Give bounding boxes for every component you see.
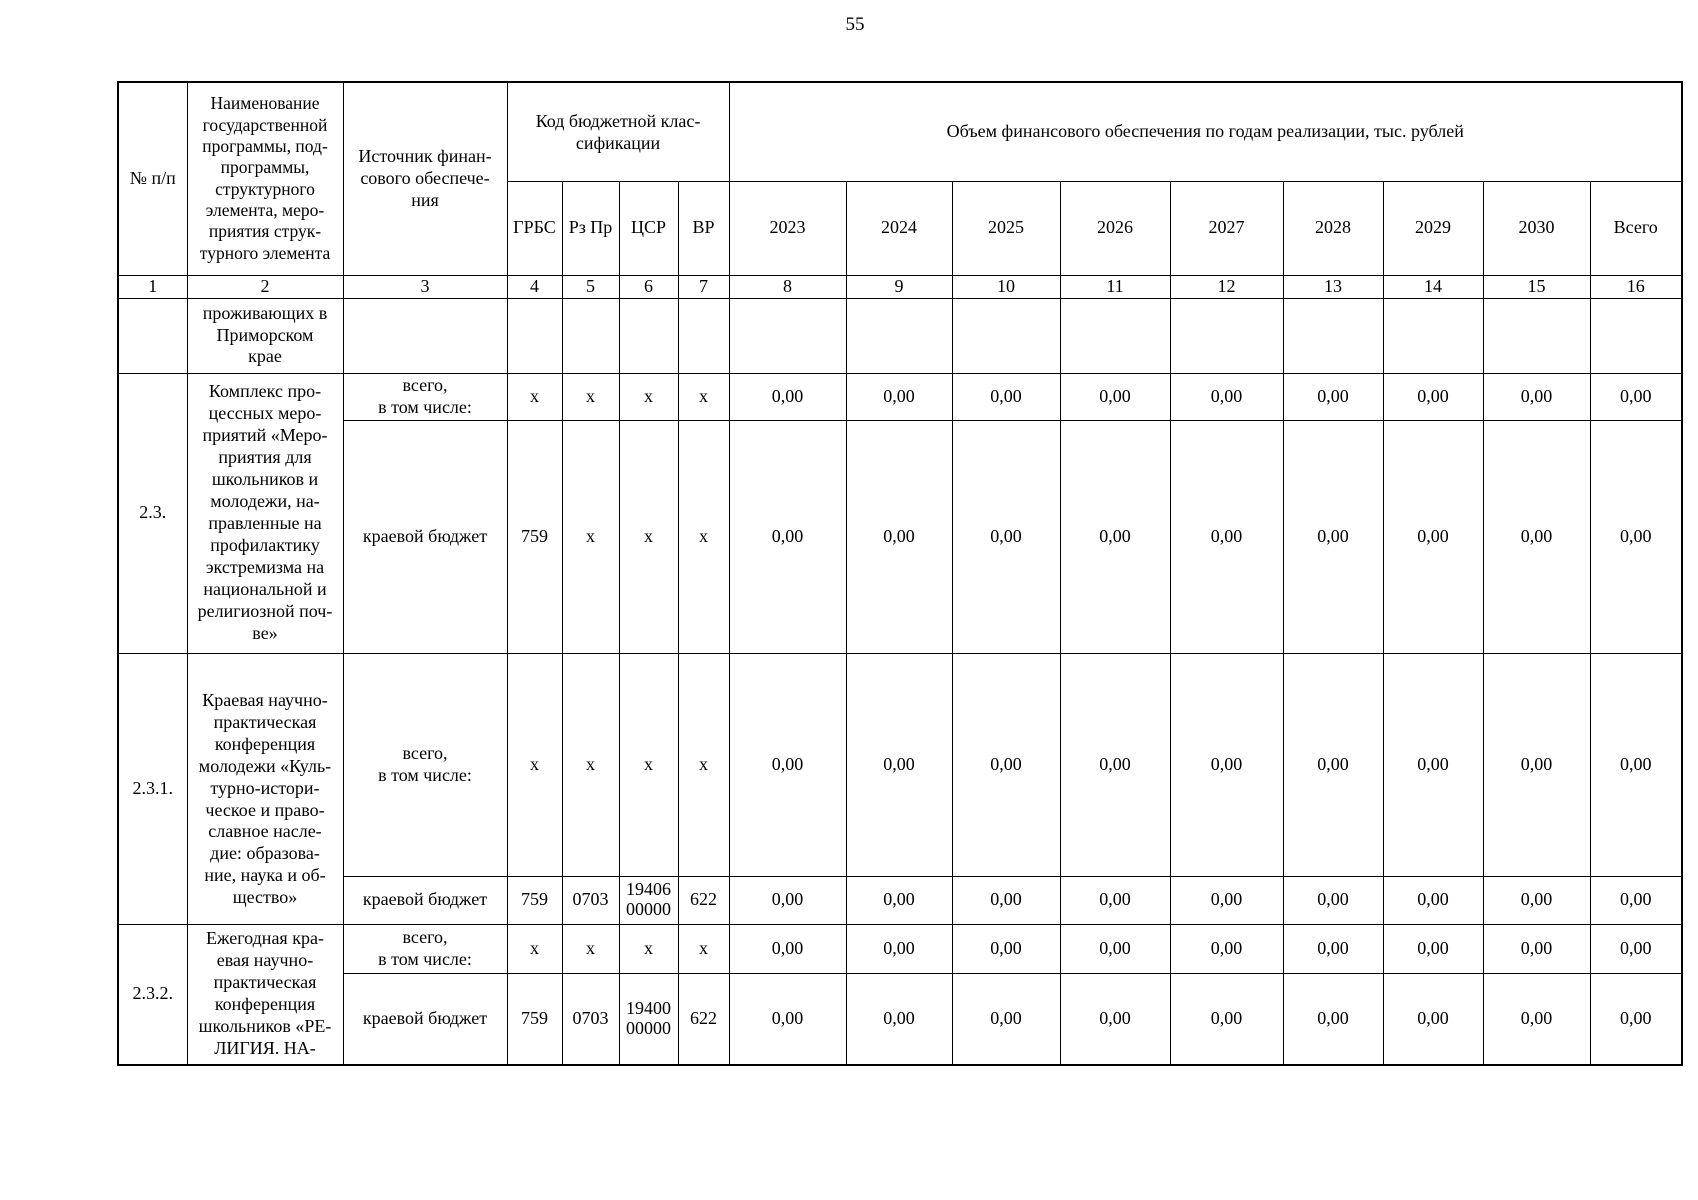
- amount-2026: 0,00: [1060, 653, 1170, 876]
- table-row: [118, 973, 1682, 1065]
- amount-2025: 0,00: [952, 973, 1060, 1065]
- header-year-6: 2029: [1383, 181, 1483, 275]
- column-number: 10: [952, 275, 1060, 298]
- amount-2028: 0,00: [1283, 653, 1383, 876]
- amount-Всего: 0,00: [1590, 973, 1682, 1065]
- amount-2029: 0,00: [1383, 924, 1483, 973]
- column-number: 12: [1170, 275, 1283, 298]
- header-year-1: 2024: [846, 181, 952, 275]
- kbk-grbs: 759: [507, 973, 562, 1065]
- kbk-grbs: x: [507, 373, 562, 420]
- column-number: 2: [187, 275, 343, 298]
- amount-2023: 0,00: [729, 653, 846, 876]
- kbk-vr: x: [678, 420, 729, 653]
- funding-source: всего, в том числе:: [343, 653, 507, 876]
- row-name: Ежегодная кра- евая научно- практическая конференция школьников «РЕ- ЛИГИЯ. НА-: [187, 924, 343, 1065]
- amount-2023: 0,00: [729, 973, 846, 1065]
- amount-2028: 0,00: [1283, 373, 1383, 420]
- kbk-csr: x: [619, 653, 678, 876]
- kbk-rzpr: 0703: [562, 876, 619, 924]
- kbk-rzpr: x: [562, 653, 619, 876]
- column-number: 3: [343, 275, 507, 298]
- header-year-0: 2023: [729, 181, 846, 275]
- table-row: [118, 373, 1682, 420]
- amount-2026: 0,00: [1060, 420, 1170, 653]
- amount-2025: 0,00: [952, 924, 1060, 973]
- row-number: 2.3.1.: [118, 653, 187, 924]
- header-year-7: 2030: [1483, 181, 1590, 275]
- kbk-rzpr: x: [562, 373, 619, 420]
- amount-2025: 0,00: [952, 420, 1060, 653]
- amount-2024: 0,00: [846, 973, 952, 1065]
- amount-2024: 0,00: [846, 373, 952, 420]
- amount-Всего: 0,00: [1590, 653, 1682, 876]
- header-kbk-group: Код бюджетной клас- сификации: [507, 82, 729, 181]
- amount-2025: 0,00: [952, 876, 1060, 924]
- amount-2030: 0,00: [1483, 924, 1590, 973]
- financing-table: [117, 81, 1683, 1066]
- header-year-8: Всего: [1590, 181, 1682, 275]
- kbk-rzpr: 0703: [562, 973, 619, 1065]
- amount-2027: 0,00: [1170, 373, 1283, 420]
- cont-no: [118, 298, 187, 373]
- amount-2027: 0,00: [1170, 420, 1283, 653]
- amount-2029: 0,00: [1383, 373, 1483, 420]
- column-number: 5: [562, 275, 619, 298]
- amount-2026: 0,00: [1060, 876, 1170, 924]
- kbk-grbs: 759: [507, 420, 562, 653]
- amount-2030: 0,00: [1483, 420, 1590, 653]
- table-row: [118, 653, 1682, 876]
- amount-2023: 0,00: [729, 924, 846, 973]
- header-year-2: 2025: [952, 181, 1060, 275]
- column-number: 1: [118, 275, 187, 298]
- funding-source: краевой бюджет: [343, 876, 507, 924]
- kbk-vr: 622: [678, 876, 729, 924]
- kbk-csr: x: [619, 420, 678, 653]
- kbk-rzpr: x: [562, 924, 619, 973]
- kbk-csr: x: [619, 924, 678, 973]
- kbk-vr: x: [678, 924, 729, 973]
- amount-2026: 0,00: [1060, 924, 1170, 973]
- amount-2030: 0,00: [1483, 653, 1590, 876]
- amount-2030: 0,00: [1483, 373, 1590, 420]
- amount-2029: 0,00: [1383, 973, 1483, 1065]
- funding-source: краевой бюджет: [343, 420, 507, 653]
- kbk-csr: 19400 00000: [619, 973, 678, 1065]
- amount-2024: 0,00: [846, 876, 952, 924]
- column-number: 16: [1590, 275, 1682, 298]
- header-kbk-2: ЦСР: [619, 181, 678, 275]
- amount-2028: 0,00: [1283, 924, 1383, 973]
- amount-2025: 0,00: [952, 653, 1060, 876]
- amount-Всего: 0,00: [1590, 876, 1682, 924]
- amount-Всего: 0,00: [1590, 373, 1682, 420]
- funding-source: всего, в том числе:: [343, 924, 507, 973]
- amount-2023: 0,00: [729, 876, 846, 924]
- amount-2026: 0,00: [1060, 973, 1170, 1065]
- amount-2028: 0,00: [1283, 973, 1383, 1065]
- amount-2024: 0,00: [846, 653, 952, 876]
- kbk-grbs: x: [507, 653, 562, 876]
- column-number: 11: [1060, 275, 1170, 298]
- cont-name: проживающих в Приморском крае: [187, 298, 343, 373]
- page-number: 55: [845, 14, 865, 35]
- column-number: 4: [507, 275, 562, 298]
- amount-2024: 0,00: [846, 924, 952, 973]
- amount-2023: 0,00: [729, 373, 846, 420]
- kbk-vr: 622: [678, 973, 729, 1065]
- amount-2028: 0,00: [1283, 420, 1383, 653]
- amount-2023: 0,00: [729, 420, 846, 653]
- header-year-3: 2026: [1060, 181, 1170, 275]
- header-year-5: 2028: [1283, 181, 1383, 275]
- amount-2030: 0,00: [1483, 876, 1590, 924]
- column-number: 8: [729, 275, 846, 298]
- amount-Всего: 0,00: [1590, 924, 1682, 973]
- column-number: 6: [619, 275, 678, 298]
- kbk-vr: x: [678, 653, 729, 876]
- kbk-grbs: 759: [507, 876, 562, 924]
- header-kbk-0: ГРБС: [507, 181, 562, 275]
- header-kbk-1: Рз Пр: [562, 181, 619, 275]
- header-source: Источник финан- сового обеспече- ния: [343, 82, 507, 275]
- amount-2024: 0,00: [846, 420, 952, 653]
- continuation-row: [118, 298, 1682, 373]
- amount-2025: 0,00: [952, 373, 1060, 420]
- column-number: 15: [1483, 275, 1590, 298]
- column-numbers-row: [118, 275, 1682, 298]
- column-number: 13: [1283, 275, 1383, 298]
- column-number: 14: [1383, 275, 1483, 298]
- table-row: [118, 420, 1682, 653]
- funding-source: всего, в том числе:: [343, 373, 507, 420]
- amount-2029: 0,00: [1383, 653, 1483, 876]
- amount-2029: 0,00: [1383, 876, 1483, 924]
- amount-2027: 0,00: [1170, 924, 1283, 973]
- header-year-4: 2027: [1170, 181, 1283, 275]
- kbk-csr: x: [619, 373, 678, 420]
- header-name: Наименование государственной программы, под- программы, структурного элемента, меро- приятия струк- турного элемента: [187, 82, 343, 275]
- header-no: № п/п: [118, 82, 187, 275]
- amount-2030: 0,00: [1483, 973, 1590, 1065]
- amount-Всего: 0,00: [1590, 420, 1682, 653]
- header-financing-group: Объем финансового обеспечения по годам реализации, тыс. рублей: [729, 82, 1682, 181]
- table-row: [118, 876, 1682, 924]
- column-number: 7: [678, 275, 729, 298]
- kbk-vr: x: [678, 373, 729, 420]
- row-name: Комплекс про- цессных меро- приятий «Меро- приятия для школьников и молодежи, на- правленные на профилактику экстремизма на национальной и религиозной поч- ве»: [187, 373, 343, 653]
- amount-2027: 0,00: [1170, 973, 1283, 1065]
- header-kbk-3: ВР: [678, 181, 729, 275]
- amount-2029: 0,00: [1383, 420, 1483, 653]
- kbk-rzpr: x: [562, 420, 619, 653]
- funding-source: краевой бюджет: [343, 973, 507, 1065]
- table-row: [118, 924, 1682, 973]
- kbk-csr: 19406 00000: [619, 876, 678, 924]
- kbk-grbs: x: [507, 924, 562, 973]
- row-number: 2.3.2.: [118, 924, 187, 1065]
- column-number: 9: [846, 275, 952, 298]
- amount-2026: 0,00: [1060, 373, 1170, 420]
- amount-2027: 0,00: [1170, 653, 1283, 876]
- amount-2027: 0,00: [1170, 876, 1283, 924]
- row-number: 2.3.: [118, 373, 187, 653]
- amount-2028: 0,00: [1283, 876, 1383, 924]
- row-name: Краевая научно- практическая конференция молодежи «Куль- турно-истори- ческое и право- славное насле- дие: образова- ние, наука и об- щество»: [187, 653, 343, 924]
